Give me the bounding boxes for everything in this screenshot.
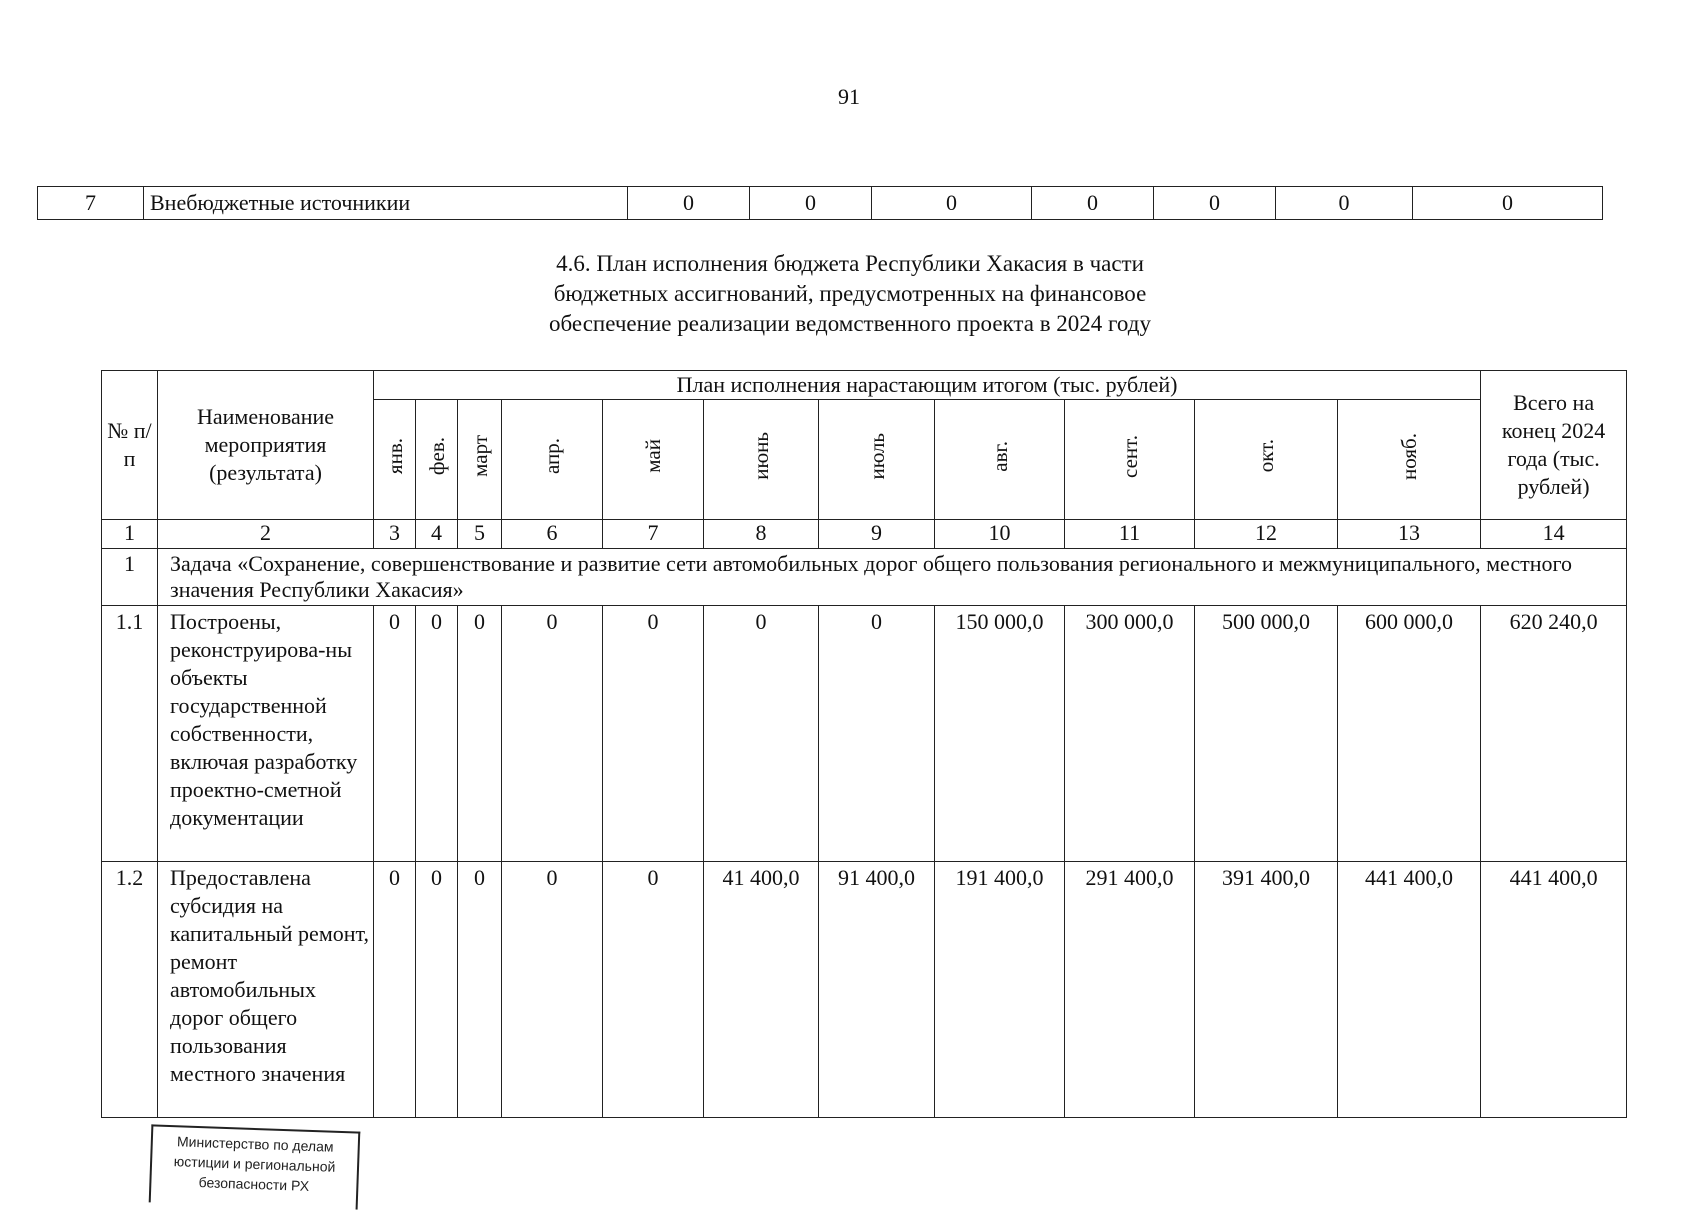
month-label: июль bbox=[864, 432, 889, 480]
month-label: июнь bbox=[749, 432, 773, 480]
value-cell: 0 bbox=[374, 862, 416, 1118]
value-cell: 150 000,0 bbox=[935, 606, 1065, 862]
value-cell: 300 000,0 bbox=[1065, 606, 1195, 862]
table-row bbox=[102, 862, 1627, 1118]
value-cell: 0 bbox=[502, 862, 603, 1118]
month-header bbox=[819, 400, 935, 520]
value-cell: 191 400,0 bbox=[935, 862, 1065, 1118]
table-row bbox=[102, 606, 1627, 862]
ministry-stamp bbox=[149, 1124, 361, 1209]
value-cell: 0 bbox=[502, 606, 603, 862]
value-cell: 0 bbox=[603, 862, 704, 1118]
month-header bbox=[603, 400, 704, 520]
row-name: Построены, реконструирова-ны объекты государственной собственности, включая разработку проектно-сметной документации bbox=[158, 606, 374, 862]
month-header bbox=[374, 400, 416, 520]
task-row bbox=[102, 549, 1627, 606]
value-cell: 0 bbox=[750, 187, 872, 220]
stamp-line: юстиции и региональной bbox=[173, 1153, 336, 1175]
row-number: 1.1 bbox=[102, 606, 158, 862]
month-label: фев. bbox=[424, 436, 449, 476]
column-numbers-row bbox=[102, 520, 1627, 549]
value-cell: 0 bbox=[628, 187, 750, 220]
budget-plan-table bbox=[101, 370, 1627, 1118]
value-cell: 0 bbox=[704, 606, 819, 862]
column-number: 9 bbox=[819, 520, 935, 549]
header-row bbox=[102, 371, 1627, 400]
section-heading bbox=[300, 249, 1400, 339]
value-cell: 391 400,0 bbox=[1195, 862, 1338, 1118]
column-number: 4 bbox=[416, 520, 458, 549]
value-cell: 500 000,0 bbox=[1195, 606, 1338, 862]
carried-over-row-table bbox=[37, 186, 1603, 220]
month-header bbox=[1195, 400, 1338, 520]
column-number: 1 bbox=[102, 520, 158, 549]
col-name-header: Наименование мероприятия (результата) bbox=[158, 371, 374, 520]
value-cell: 0 bbox=[603, 606, 704, 862]
value-cell: 0 bbox=[416, 606, 458, 862]
month-label: март bbox=[467, 435, 492, 477]
column-number: 12 bbox=[1195, 520, 1338, 549]
month-header bbox=[1065, 400, 1195, 520]
month-label: нояб. bbox=[1397, 432, 1422, 480]
value-cell: 0 bbox=[1413, 187, 1603, 220]
task-number: 1 bbox=[102, 549, 158, 606]
value-cell: 0 bbox=[819, 606, 935, 862]
month-header bbox=[458, 400, 502, 520]
task-text: Задача «Сохранение, совершенствование и развитие сети автомобильных дорог общего пользования регионального и межмуниципального, местного значения Республики Хакасия» bbox=[158, 549, 1627, 606]
month-label: апр. bbox=[540, 437, 564, 475]
value-cell: 0 bbox=[1154, 187, 1276, 220]
column-number: 14 bbox=[1481, 520, 1627, 549]
col-total-header: Всего на конец 2024 года (тыс. рублей) bbox=[1481, 371, 1627, 520]
value-cell: 600 000,0 bbox=[1338, 606, 1481, 862]
table-row bbox=[38, 187, 1603, 220]
column-number: 6 bbox=[502, 520, 603, 549]
row-label: Внебюджетные источникии bbox=[144, 187, 628, 220]
month-header bbox=[502, 400, 603, 520]
plan-header: План исполнения нарастающим итогом (тыс. рублей) bbox=[374, 371, 1481, 400]
value-cell: 0 bbox=[1032, 187, 1154, 220]
value-cell: 41 400,0 bbox=[704, 862, 819, 1118]
value-cell: 0 bbox=[416, 862, 458, 1118]
total-cell: 620 240,0 bbox=[1481, 606, 1627, 862]
column-number: 11 bbox=[1065, 520, 1195, 549]
month-label: янв. bbox=[382, 437, 407, 475]
column-number: 3 bbox=[374, 520, 416, 549]
column-number: 5 bbox=[458, 520, 502, 549]
heading-line: обеспечение реализации ведомственного проекта в 2024 году bbox=[549, 311, 1151, 336]
column-number: 2 bbox=[158, 520, 374, 549]
value-cell: 0 bbox=[872, 187, 1032, 220]
month-header bbox=[704, 400, 819, 520]
value-cell: 0 bbox=[458, 862, 502, 1118]
total-cell: 441 400,0 bbox=[1481, 862, 1627, 1118]
column-number: 7 bbox=[603, 520, 704, 549]
page-number: 91 bbox=[838, 84, 860, 109]
col-num-header: № п/п bbox=[102, 371, 158, 520]
stamp-line: безопасности РХ bbox=[198, 1174, 310, 1194]
month-header bbox=[1338, 400, 1481, 520]
column-number: 8 bbox=[704, 520, 819, 549]
month-label: окт. bbox=[1254, 439, 1278, 473]
heading-line: бюджетных ассигнований, предусмотренных на финансовое bbox=[553, 281, 1147, 306]
row-number: 1.2 bbox=[102, 862, 158, 1118]
column-number: 13 bbox=[1338, 520, 1481, 549]
month-label: май bbox=[641, 439, 665, 473]
value-cell: 91 400,0 bbox=[819, 862, 935, 1118]
month-header bbox=[935, 400, 1065, 520]
stamp-line: Министерство по делам bbox=[176, 1133, 334, 1155]
column-number: 10 bbox=[935, 520, 1065, 549]
row-name: Предоставлена субсидия на капитальный ремонт, ремонт автомобильных дорог общего пользования местного значения bbox=[158, 862, 374, 1118]
value-cell: 291 400,0 bbox=[1065, 862, 1195, 1118]
value-cell: 0 bbox=[374, 606, 416, 862]
value-cell: 0 bbox=[1276, 187, 1413, 220]
row-number: 7 bbox=[38, 187, 144, 220]
month-header bbox=[416, 400, 458, 520]
value-cell: 441 400,0 bbox=[1338, 862, 1481, 1118]
month-label: сент. bbox=[1117, 434, 1142, 478]
month-label: авг. bbox=[987, 440, 1012, 472]
heading-line: 4.6. План исполнения бюджета Республики Хакасия в части bbox=[556, 251, 1144, 276]
value-cell: 0 bbox=[458, 606, 502, 862]
